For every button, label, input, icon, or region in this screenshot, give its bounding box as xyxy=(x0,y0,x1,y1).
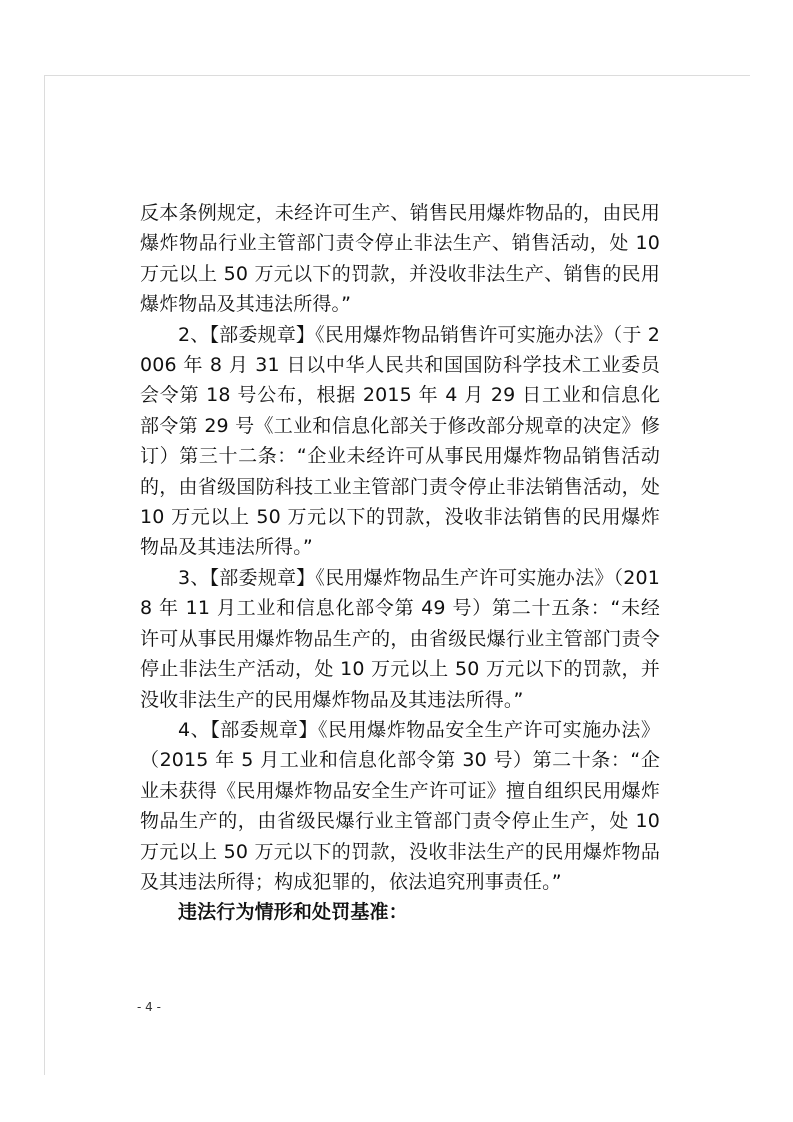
paragraph-item-3: 3、【部委规章】《民用爆炸物品生产许可实施办法》（2018 年 11 月工业和信息化部令第 49 号）第二十五条：“未经许可从事民用爆炸物品生产的，由省级民爆行业主管部门责令停止非法生产活动，处 10 万元以上 50 万元以下的罚款，并没收非法生产的民用爆炸物品及其违法所得。” xyxy=(140,566,660,711)
paragraph-item-2: 2、【部委规章】《民用爆炸物品销售许可实施办法》（于 2006 年 8 月 31 日以中华人民共和国国防科学技术工业委员会令第 18 号公布，根据 2015 年 4 月 29 日工业和信息化部令第 29 号《工业和信息化部关于修改部分规章的决定》修订）第三十二条：“企业未经许可从事民用爆炸物品销售活动的，由省级国防科技工业主管部门责令停止非法销售活动，处 10 万元以上 50 万元以下的罚款，没收非法销售的民用爆炸物品及其违法所得。” xyxy=(140,323,660,559)
paragraph-item-4: 4、【部委规章】《民用爆炸物品安全生产许可实施办法》（2015 年 5 月工业和信息化部令第 30 号）第二十条：“企业未获得《民用爆炸物品安全生产许可证》擅自组织民用爆炸物品生产的，由省级民爆行业主管部门责令停止生产，处 10 万元以上 50 万元以下的罚款，没收非法生产的民用爆炸物品及其违法所得；构成犯罪的，依法追究刑事责任。” xyxy=(140,718,660,893)
page-frame-top-border xyxy=(44,75,750,76)
page-number: - 4 - xyxy=(137,1000,161,1014)
paragraph-continuation: 反本条例规定，未经许可生产、销售民用爆炸物品的，由民用爆炸物品行业主管部门责令停止非法生产、销售活动，处 10 万元以上 50 万元以下的罚款，并没收非法生产、销售的民用爆炸物品及其违法所得。” xyxy=(140,202,660,316)
document-body xyxy=(140,198,660,928)
page-frame-left-border xyxy=(44,75,45,1075)
section-heading: 违法行为情形和处罚基准： xyxy=(178,901,408,924)
